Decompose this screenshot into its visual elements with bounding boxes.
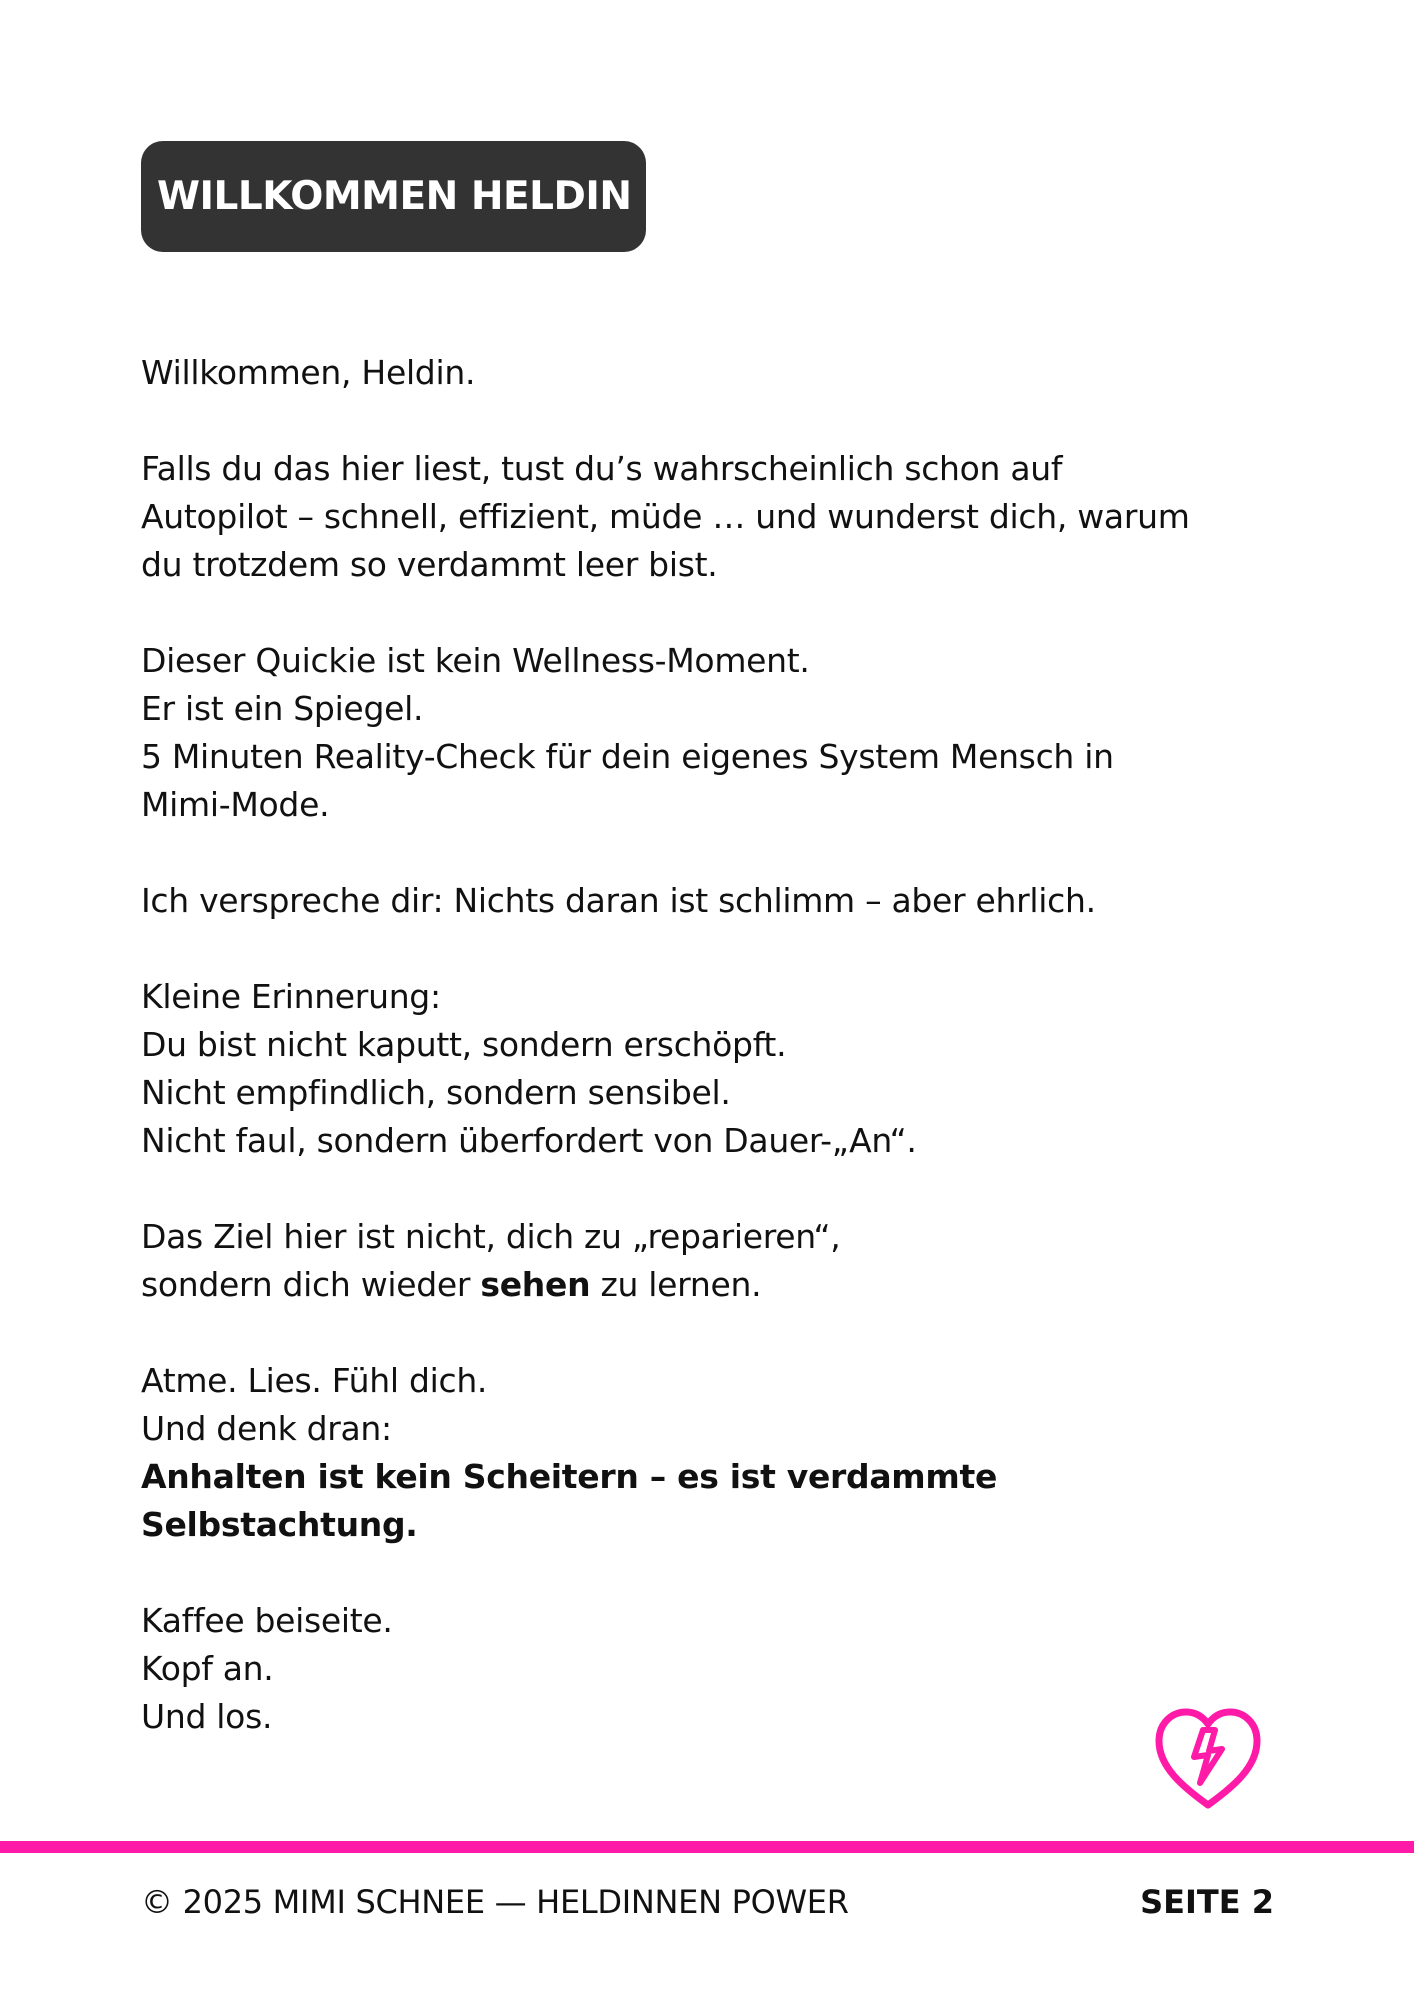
text-line: Er ist ein Spiegel.	[141, 689, 424, 728]
greeting-line: Willkommen, Heldin.	[141, 353, 476, 392]
footer-copyright: © 2025 MIMI SCHNEE — HELDINNEN POWER	[141, 1883, 849, 1921]
text-line: Mimi-Mode.	[141, 785, 330, 824]
text-line: Du bist nicht kaputt, sondern erschöpft.	[141, 1025, 787, 1064]
section-title: WILLKOMMEN HELDIN	[157, 174, 632, 219]
text-line	[141, 1261, 1291, 1309]
text-line: Und denk dran:	[141, 1409, 392, 1448]
text-line: Nicht faul, sondern überfordert von Dauer-„An“.	[141, 1121, 917, 1160]
page-number: SEITE 2	[1140, 1883, 1274, 1921]
text-line: Falls du das hier liest, tust du’s wahrscheinlich schon auf	[141, 449, 1063, 488]
text-line: Nicht empfindlich, sondern sensibel.	[141, 1073, 731, 1112]
text-segment: sondern dich wieder	[141, 1265, 481, 1304]
text-line: Dieser Quickie ist kein Wellness-Moment.	[141, 641, 810, 680]
text-line: Kopf an.	[141, 1649, 274, 1688]
broken-heart-lightning-icon	[1153, 1705, 1263, 1815]
text-line: Das Ziel hier ist nicht, dich zu „reparieren“,	[141, 1217, 841, 1256]
text-line: Kleine Erinnerung:	[141, 977, 441, 1016]
paragraph-breathe	[141, 1357, 1291, 1549]
paragraph-closing	[141, 1597, 1291, 1741]
text-line: du trotzdem so verdammt leer bist.	[141, 545, 718, 584]
text-line: Atme. Lies. Fühl dich.	[141, 1361, 488, 1400]
section-title-badge	[141, 141, 646, 252]
footer-divider	[0, 1841, 1414, 1853]
text-line: Ich verspreche dir: Nichts daran ist schlimm – aber ehrlich.	[141, 881, 1096, 920]
text-line: Und los.	[141, 1697, 273, 1736]
paragraph-reminder	[141, 973, 1291, 1165]
paragraph-mirror	[141, 637, 1291, 829]
emphasis-line: Selbstachtung.	[141, 1505, 418, 1544]
letter-body	[141, 349, 1291, 1741]
paragraph-goal	[141, 1213, 1291, 1309]
emphasis-line: Anhalten ist kein Scheitern – es ist verdammte	[141, 1457, 998, 1496]
text-segment: zu lernen.	[590, 1265, 762, 1304]
text-line: Kaffee beiseite.	[141, 1601, 393, 1640]
text-line: Autopilot – schnell, effizient, müde … und wunderst dich, warum	[141, 497, 1190, 536]
paragraph-autopilot	[141, 445, 1291, 589]
greeting	[141, 349, 1291, 397]
paragraph-promise	[141, 877, 1291, 925]
emphasis-sehen: sehen	[480, 1265, 591, 1304]
text-line: 5 Minuten Reality-Check für dein eigenes System Mensch in	[141, 737, 1114, 776]
